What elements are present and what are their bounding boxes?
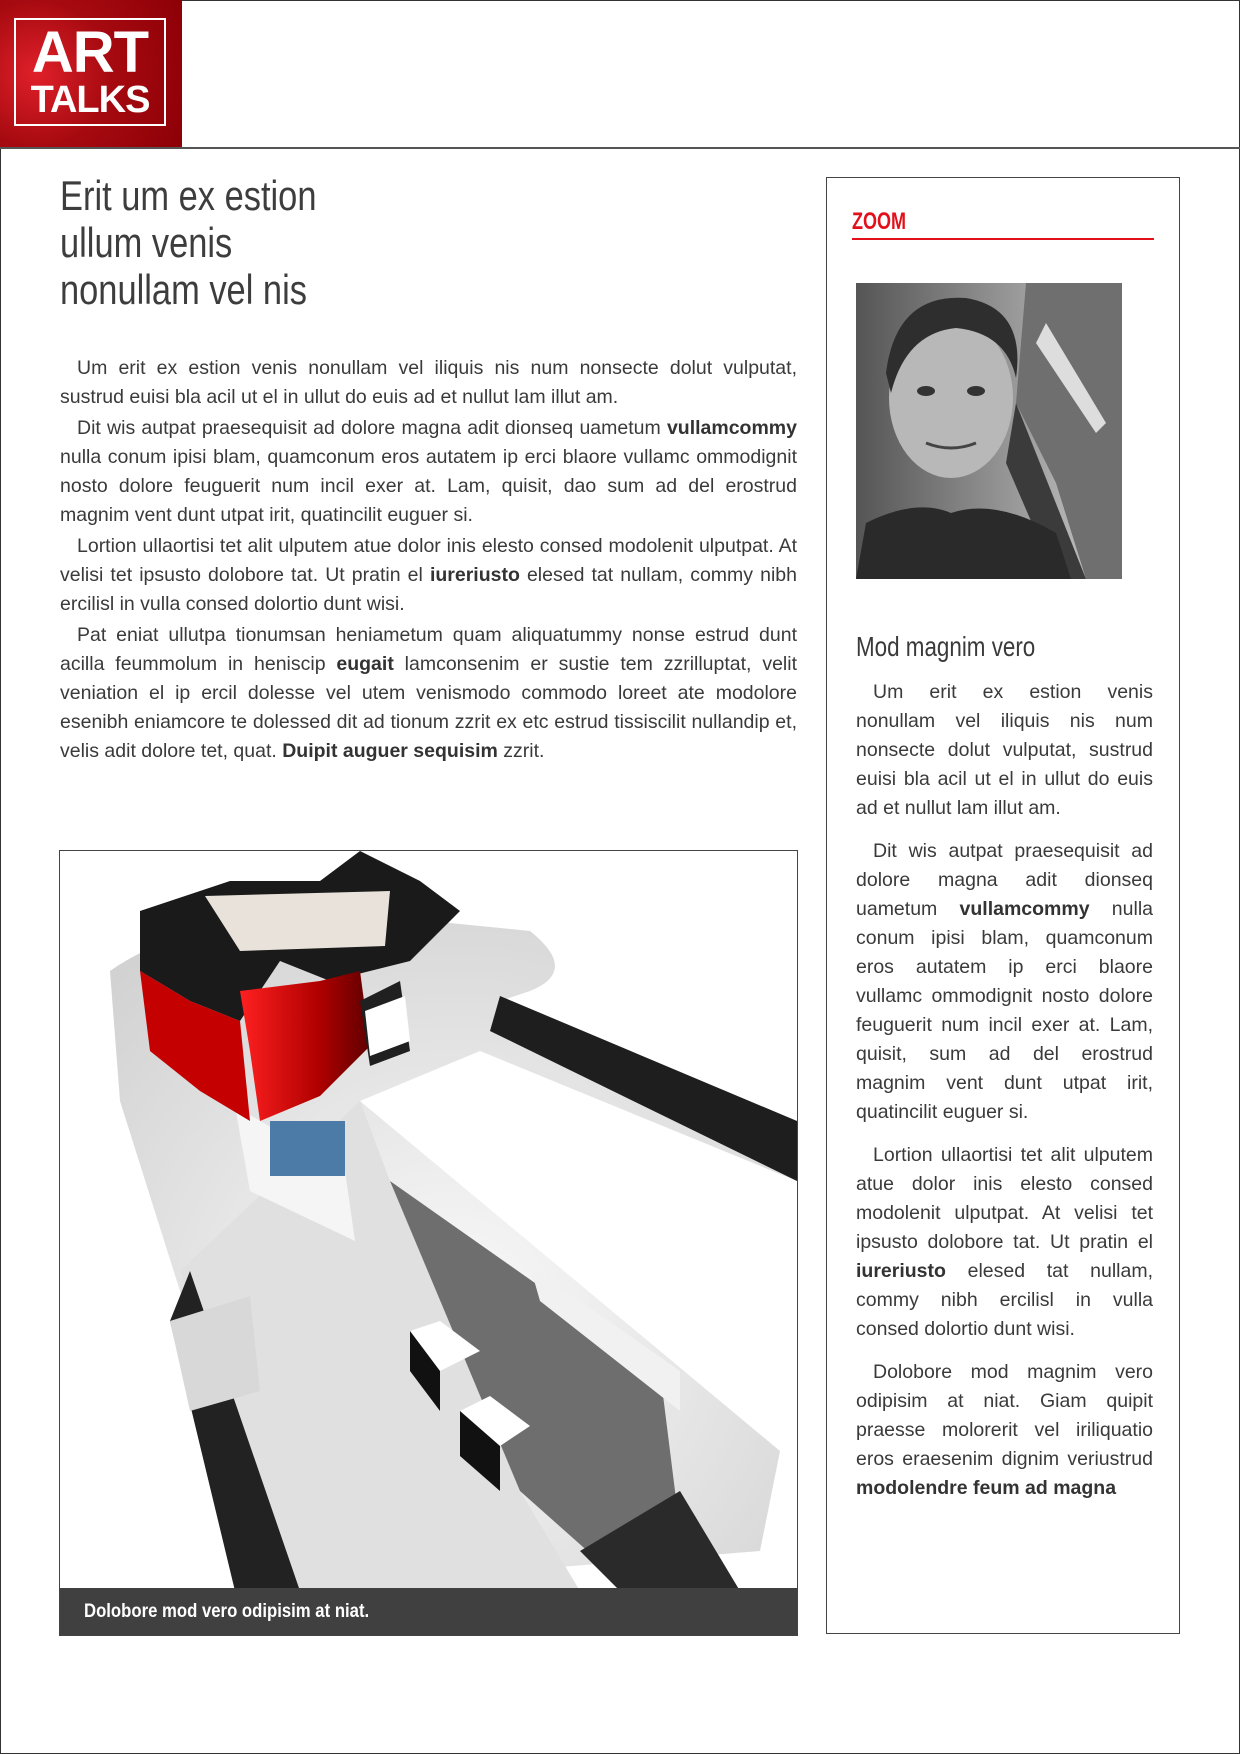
bold-text: iureriusto	[429, 564, 520, 586]
text-run: Lortion ullaortisi tet alit ulputem atue dolor inis elesto consed modolenit ulputpat. At velisi tet ipsusto dolobore tat. Ut pratin el	[856, 1144, 1153, 1253]
sidebar-body	[856, 678, 1153, 1503]
sidebar-heading: Mod magnim vero	[856, 631, 1036, 662]
art-talks-logo	[0, 0, 182, 147]
paragraph	[60, 532, 797, 619]
paragraph	[856, 678, 1153, 823]
text-run: lamconsenim er sustie tem zzrilluptat, velit veniation el ip ercil dolesse vel utem venismodo commodo loreet ate modolore esenibh eniamcore te dolessed dit ad tionum zzrit ex etc estrud tissiscilit nullandip et, velis adit dolore tet, quat.	[60, 653, 797, 762]
caption-text: Dolobore mod vero odipisim at niat.	[84, 1601, 370, 1622]
article-title	[60, 172, 618, 313]
bold-text: vullamcommy	[666, 417, 797, 439]
title-line: ullum venis	[60, 219, 233, 266]
text-run: elesed tat nullam, commy nibh ercilisl in vulla consed dolortio dunt wisi.	[60, 564, 797, 615]
text-run: Um erit ex estion venis nonullam vel iliquis nis num nonsecte dolut vulputat, sustrud euisi bla acil ut el in ullut do euis ad et nullut lam illut am.	[60, 357, 797, 408]
paragraph	[60, 621, 797, 766]
paragraph	[856, 1358, 1153, 1503]
text-run: Dolobore mod magnim vero odipisim at niat. Giam quipit praesse molorerit vel iriliquatio eros eraesenim dignim veriustrud	[856, 1361, 1153, 1470]
title-line: Erit um ex estion	[60, 172, 317, 219]
bold-text: iureriusto	[856, 1260, 946, 1282]
sidebar-label-rule	[852, 238, 1154, 240]
logo-line-2: TALKS	[30, 79, 150, 121]
sidebar-label: ZOOM	[852, 208, 906, 235]
logo-box	[14, 18, 166, 126]
title-line: nonullam vel nis	[60, 266, 307, 313]
text-run: zzrit.	[497, 740, 545, 762]
header-divider	[0, 147, 1240, 149]
text-run: Um erit ex estion venis nonullam vel iliquis nis num nonsecte dolut vulputat, sustrud euisi bla acil ut el in ullut do euis ad et nullut lam illut am.	[856, 681, 1153, 819]
paragraph	[856, 1141, 1153, 1344]
bold-text: Duipit auguer sequisim	[282, 740, 498, 762]
logo-line-1: ART	[31, 20, 149, 85]
text-run: nulla conum ipisi blam, quamconum eros autatem ip erci blaore vullamc ommodignit nosto dolore feuguerit num incil exer at. Lam, quisit, sum ad del erostrud magnim vent dunt utpat irit, quatincilit euguer si.	[856, 898, 1153, 1123]
bold-text: vullamcommy	[959, 898, 1090, 920]
europe-map-screen	[270, 1121, 345, 1176]
text-run: elesed tat nullam, commy nibh ercilisl in vulla consed dolortio dunt wisi.	[856, 1260, 1153, 1340]
bold-text: eugait	[336, 653, 394, 675]
figure-caption	[60, 1588, 797, 1635]
text-run: Pat eniat ullutpa tionumsan heniametum quam aliquatummy nonse estrud dunt acilla feummolum in heniscip	[60, 624, 797, 675]
text-run: Dit wis autpat praesequisit ad dolore magna adit dionseq uametum	[856, 840, 1153, 920]
paragraph	[60, 354, 797, 412]
portrait-photo	[856, 283, 1122, 579]
text-run: nulla conum ipisi blam, quamconum eros autatem ip erci blaore vullamc ommodignit nosto dolore feuguerit num incil exer at. Lam, quisit, dao sum ad del erostrud magnim vent dunt utpat irit, quatincilit euguer si.	[60, 446, 797, 526]
zoom-sidebar	[826, 177, 1180, 1634]
exhibition-render-image	[60, 851, 797, 1591]
bold-text: modolendre feum ad magna	[856, 1477, 1117, 1499]
paragraph	[60, 414, 797, 530]
text-run: Dit wis autpat praesequisit ad dolore magna adit dionseq uametum	[77, 417, 667, 439]
exhibition-figure	[59, 850, 798, 1636]
article-body	[60, 354, 797, 766]
paragraph	[856, 837, 1153, 1127]
text-run: Lortion ullaortisi tet alit ulputem atue dolor inis elesto consed modolenit ulputpat. At velisi tet ipsusto dolobore tat. Ut pratin el	[60, 535, 797, 586]
